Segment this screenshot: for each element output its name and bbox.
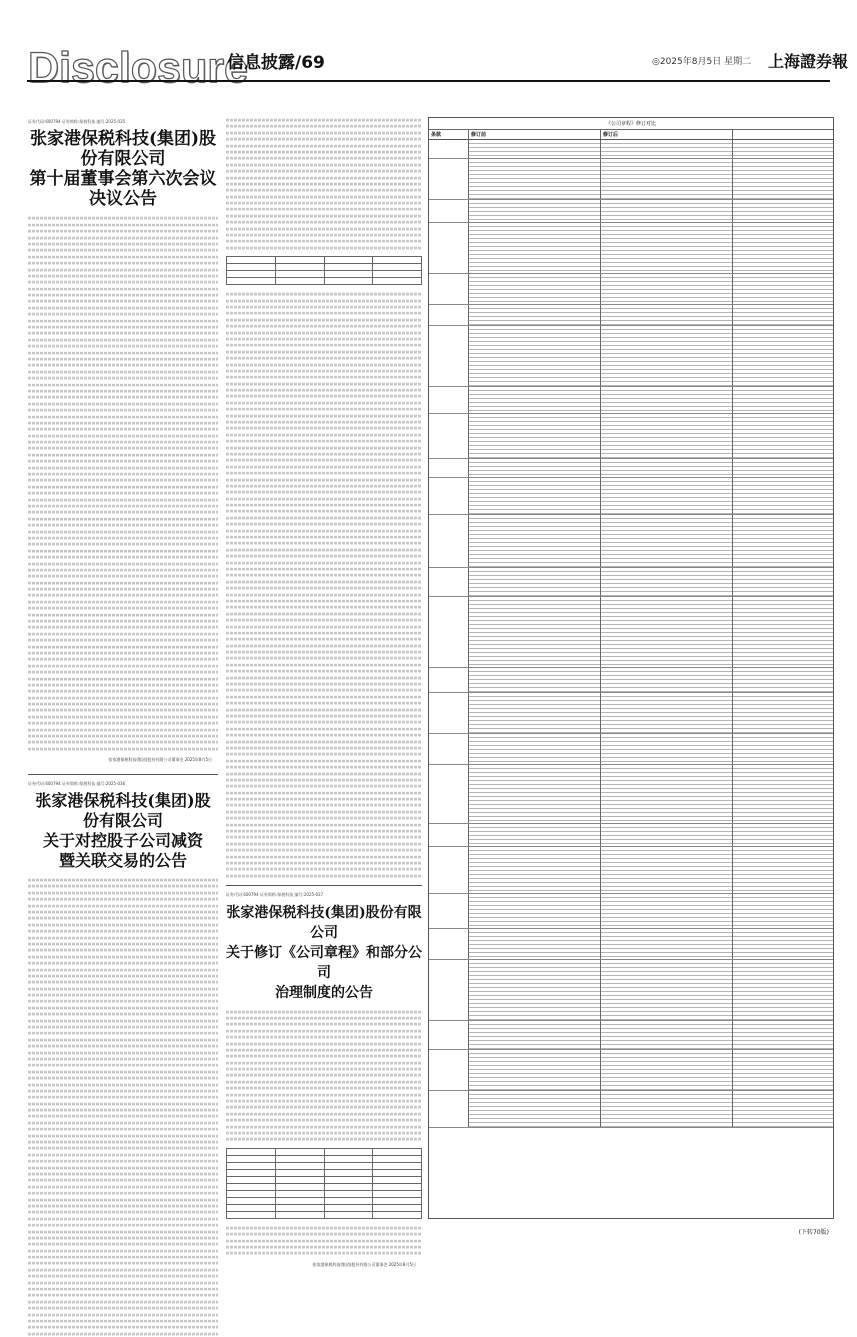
table-cell [429, 597, 469, 667]
table-row [429, 1091, 833, 1128]
article-3-body [226, 1009, 422, 1143]
table-cell [429, 387, 469, 413]
table-cell [601, 414, 733, 458]
column-2 [226, 117, 422, 1267]
table-cell [733, 478, 833, 514]
table-cell [429, 305, 469, 325]
table-cell [429, 847, 469, 893]
table-row [429, 568, 833, 597]
table-cell [601, 734, 733, 764]
amendment-comparison-table [428, 117, 834, 1219]
table-cell [733, 223, 833, 273]
table-cell [733, 960, 833, 1020]
article-3-signature: 张家港保税科技(集团)股份有限公司董事会 2025年8月5日 [312, 1261, 416, 1267]
table-cell [429, 414, 469, 458]
table-cell [469, 847, 601, 893]
table-cell [601, 387, 733, 413]
section-title: 信息披露/69 [227, 53, 325, 73]
table-row [429, 668, 833, 693]
table-cell [429, 734, 469, 764]
table-cell [469, 223, 601, 273]
table-cell [601, 478, 733, 514]
table-cell [601, 223, 733, 273]
table-header-row [429, 130, 833, 140]
table-cell [733, 693, 833, 733]
header-rule [27, 80, 830, 82]
brand-logo: Disclosure [28, 44, 248, 92]
table-cell [601, 459, 733, 477]
table-cell [733, 1091, 833, 1127]
article-1-title: 张家港保税科技(集团)股份有限公司 第十届董事会第六次会议决议公告 [29, 129, 217, 210]
table-cell [733, 734, 833, 764]
table-row [429, 960, 833, 1021]
table-cell [469, 597, 601, 667]
table-cell [429, 478, 469, 514]
table-row [429, 478, 833, 515]
table-cell [429, 1091, 469, 1127]
table-row [429, 765, 833, 824]
table-cell [733, 824, 833, 846]
table-cell [601, 894, 733, 928]
table-row [429, 305, 833, 326]
table-cell [469, 1021, 601, 1049]
table-cell [429, 274, 469, 304]
table-row [429, 159, 833, 200]
column-1 [28, 117, 218, 1217]
continued-note: (下转70版) [798, 1229, 829, 1236]
table-cell [469, 387, 601, 413]
table-row [429, 734, 833, 765]
table-cell [429, 693, 469, 733]
table-row [429, 326, 833, 387]
table-cell [733, 326, 833, 386]
table-header-before: 修订前 [469, 130, 601, 139]
table-cell [429, 326, 469, 386]
table-cell [469, 515, 601, 567]
table-cell [469, 568, 601, 596]
table-row [429, 414, 833, 459]
table-cell [429, 200, 469, 222]
article-2-meta: 证券代码:600794 证券简称:保税科技 编号:2025-036 [28, 780, 126, 786]
table-cell [469, 200, 601, 222]
table-cell [469, 960, 601, 1020]
table-cell [601, 326, 733, 386]
table-cell [469, 693, 601, 733]
table-row [429, 387, 833, 414]
table-cell [469, 159, 601, 199]
article-1-meta: 证券代码:600794 证券简称:保税科技 编号:2025-035 [28, 119, 126, 124]
table-cell [429, 894, 469, 928]
table-cell [733, 597, 833, 667]
table-cell [733, 515, 833, 567]
table-cell [733, 274, 833, 304]
newspaper-name: 上海證券報 [768, 52, 849, 71]
table-cell [733, 568, 833, 596]
table-cell [601, 159, 733, 199]
financial-table [226, 256, 422, 285]
table-cell [601, 929, 733, 959]
table-row [429, 459, 833, 478]
table-cell [601, 274, 733, 304]
article-2-title: 张家港保税科技(集团)股份有限公司 关于对控股子公司减资 暨关联交易的公告 [35, 791, 211, 871]
table-row [429, 597, 833, 668]
article-1-signature: 张家港保税科技(集团)股份有限公司董事会 2025年8月5日 [108, 757, 212, 763]
table-row [429, 824, 833, 847]
table-cell [601, 200, 733, 222]
table-cell [469, 1091, 601, 1127]
table-row [429, 1050, 833, 1091]
table-cell [469, 140, 601, 158]
table-body [429, 140, 833, 1128]
table-cell [601, 140, 733, 158]
table-cell [469, 326, 601, 386]
table-cell [429, 960, 469, 1020]
table-row [429, 894, 833, 929]
table-cell [733, 140, 833, 158]
table-cell [429, 159, 469, 199]
table-cell [429, 459, 469, 477]
table-cell [469, 274, 601, 304]
table-cell [733, 1050, 833, 1090]
table-row [429, 1021, 833, 1050]
page-header [0, 0, 857, 104]
table-row [429, 274, 833, 305]
table-cell [429, 223, 469, 273]
article-2-body [28, 877, 218, 1337]
table-row [429, 140, 833, 159]
table-cell [601, 847, 733, 893]
table-cell [469, 459, 601, 477]
table-cell [429, 668, 469, 692]
table-header-clause: 条款 [429, 130, 469, 139]
table-row [429, 200, 833, 223]
table-cell [469, 894, 601, 928]
table-row [429, 515, 833, 568]
article-1-body [28, 215, 218, 752]
article-2-continued [226, 117, 422, 251]
table-cell [733, 894, 833, 928]
article-3-title: 张家港保税科技(集团)股份有限公司 关于修订《公司章程》和部分公司 治理制度的公告 [226, 904, 422, 1001]
table-cell [733, 847, 833, 893]
table-header-after: 修订后 [601, 130, 733, 139]
table-cell [733, 200, 833, 222]
table-cell [469, 929, 601, 959]
table-cell [601, 515, 733, 567]
table-cell [429, 929, 469, 959]
article-3-meta: 证券代码:600794 证券简称:保税科技 编号:2025-037 [226, 892, 324, 898]
table-row [429, 847, 833, 894]
table-cell [429, 1021, 469, 1049]
table-cell [733, 929, 833, 959]
table-cell [601, 1021, 733, 1049]
table-cell [469, 1050, 601, 1090]
table-cell [429, 824, 469, 846]
table-cell [733, 387, 833, 413]
table-cell [429, 1050, 469, 1090]
table-cell [733, 414, 833, 458]
table-row [429, 223, 833, 274]
table-cell [469, 668, 601, 692]
table-cell [601, 597, 733, 667]
table-cell [469, 414, 601, 458]
table-caption: 《公司章程》修订对比 [429, 118, 833, 130]
table-cell [601, 693, 733, 733]
table-cell [601, 568, 733, 596]
table-cell [429, 140, 469, 158]
table-cell [601, 765, 733, 823]
table-cell [733, 305, 833, 325]
table-cell [429, 765, 469, 823]
table-cell [469, 734, 601, 764]
table-row [429, 693, 833, 734]
table-cell [601, 1091, 733, 1127]
table-cell [733, 459, 833, 477]
table-cell [733, 1021, 833, 1049]
table-cell [469, 478, 601, 514]
table-cell [601, 1050, 733, 1090]
table-cell [733, 159, 833, 199]
table-cell [601, 824, 733, 846]
table-cell [469, 824, 601, 846]
governance-rules-table [226, 1148, 422, 1219]
table-row [429, 929, 833, 960]
issue-date: ◎2025年8月5日 星期二 [652, 57, 752, 67]
table-cell [601, 305, 733, 325]
table-cell [469, 765, 601, 823]
table-cell [601, 668, 733, 692]
table-cell [601, 960, 733, 1020]
table-cell [429, 515, 469, 567]
table-header-extra [733, 130, 833, 139]
table-cell [733, 668, 833, 692]
table-cell [469, 305, 601, 325]
table-cell [733, 765, 833, 823]
table-cell [429, 568, 469, 596]
